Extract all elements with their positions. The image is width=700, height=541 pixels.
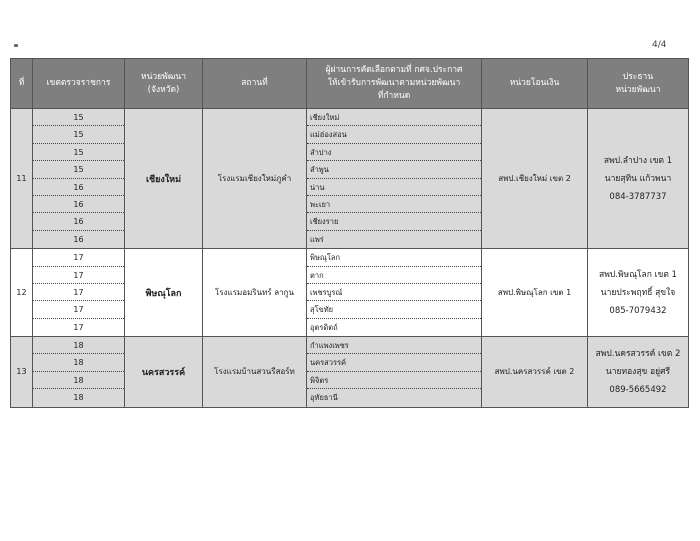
province-item: แม่ฮ่องสอน: [307, 126, 481, 143]
region-value: 16: [33, 196, 124, 213]
chair-cell: [588, 109, 689, 249]
unit-cell: พิษณุโลก: [125, 249, 203, 337]
region-value: 17: [73, 322, 84, 332]
region-value: 18: [33, 337, 124, 354]
header-selected: [307, 59, 482, 109]
table-row: [11, 109, 689, 249]
venue-cell: โรงแรมบ้านสวนรีสอร์ท: [203, 337, 307, 408]
province-item: เชียงใหม่: [307, 109, 481, 126]
chair-line: สพป.ลำปาง เขต 1: [603, 155, 673, 166]
header-venue: สถานที่: [203, 59, 307, 109]
chair-cell: [588, 337, 689, 408]
region-value: 17: [33, 249, 124, 266]
chair-line: สพป.นครสวรรค์ เขต 2: [595, 348, 681, 359]
province-item: พะเยา: [307, 196, 481, 213]
province-item: ลำพูน: [307, 161, 481, 178]
table-row: [11, 249, 689, 337]
page-number: 4/4: [652, 40, 667, 50]
province-item: ลำปาง: [307, 144, 481, 161]
province-item: นครสวรรค์: [307, 354, 481, 371]
region-value: 16: [33, 213, 124, 230]
chair-line: นายประพฤทธิ์ สุขใจ: [600, 287, 676, 298]
header-no: ที่: [11, 59, 33, 109]
region-value: 15: [33, 109, 124, 126]
provinces-cell: [307, 337, 482, 408]
unit-cell: นครสวรรค์: [125, 337, 203, 408]
row-number-cell: 12: [11, 249, 33, 337]
chair-line: สพป.พิษณุโลก เขต 1: [599, 269, 677, 280]
region-value: 15: [33, 161, 124, 178]
province-item: ตาก: [307, 267, 481, 284]
region-cell: [33, 109, 125, 249]
transfer-cell: สพป.เชียงใหม่ เขต 2: [482, 109, 588, 249]
development-units-table: [10, 58, 689, 408]
header-region: เขตตรวจราชการ: [33, 59, 125, 109]
region-value: 17: [33, 284, 124, 301]
chair-line: 084-3787737: [609, 191, 667, 202]
scan-mark: [14, 44, 18, 47]
province-item: เชียงราย: [307, 213, 481, 230]
region-value: 15: [33, 144, 124, 161]
provinces-cell: [307, 249, 482, 337]
header-chair-line1: ประธาน: [622, 71, 654, 82]
province-item: แพร่: [310, 234, 324, 244]
transfer-cell: สพป.พิษณุโลก เขต 1: [482, 249, 588, 337]
region-value: 18: [33, 372, 124, 389]
chair-line: 089-5665492: [609, 384, 667, 395]
header-selected-line2: ให้เข้ารับการพัฒนาตามหน่วยพัฒนา: [327, 78, 461, 88]
header-row: [11, 59, 689, 109]
province-item: พิจิตร: [307, 372, 481, 389]
region-value: 18: [73, 393, 84, 403]
header-unit: [125, 59, 203, 109]
header-unit-line2: (จังหวัด): [147, 84, 180, 95]
venue-cell: โรงแรมอมรินทร์ ลากูน: [203, 249, 307, 337]
region-value: 17: [33, 301, 124, 318]
header-unit-line1: หน่วยพัฒนา: [140, 71, 187, 82]
province-item: อุตรดิตถ์: [310, 322, 338, 332]
region-value: 16: [33, 179, 124, 196]
province-item: สุโขทัย: [307, 301, 481, 318]
province-item: พิษณุโลก: [307, 249, 481, 266]
table-row: [11, 337, 689, 408]
venue-cell: โรงแรมเชียงใหม่ภูคำ: [203, 109, 307, 249]
header-transfer: หน่วยโอนเงิน: [482, 59, 588, 109]
province-item: น่าน: [307, 179, 481, 196]
region-value: 15: [33, 126, 124, 143]
region-cell: [33, 337, 125, 408]
region-value: 16: [73, 234, 84, 244]
provinces-cell: [307, 109, 482, 249]
unit-cell: เชียงใหม่: [125, 109, 203, 249]
province-item: กำแพงเพชร: [307, 337, 481, 354]
chair-line: นายสุทิน แก้วพนา: [604, 173, 672, 184]
chair-line: นายทองสุข อยู่ศรี: [605, 366, 671, 377]
region-cell: [33, 249, 125, 337]
chair-cell: [588, 249, 689, 337]
region-value: 17: [33, 267, 124, 284]
chair-line: 085-7079432: [609, 305, 667, 316]
table-body: [11, 109, 689, 408]
header-selected-line1: ผู้ผ่านการคัดเลือกตามที่ กศจ.ประกาศ: [325, 65, 463, 75]
province-item: เพชรบูรณ์: [307, 284, 481, 301]
row-number-cell: 11: [11, 109, 33, 249]
header-selected-line3: ที่กำหนด: [377, 91, 411, 101]
header-chair: [588, 59, 689, 109]
row-number-cell: 13: [11, 337, 33, 408]
region-value: 18: [33, 354, 124, 371]
header-chair-line2: หน่วยพัฒนา: [615, 84, 661, 95]
transfer-cell: สพป.นครสวรรค์ เขต 2: [482, 337, 588, 408]
province-item: อุทัยธานี: [310, 393, 338, 403]
